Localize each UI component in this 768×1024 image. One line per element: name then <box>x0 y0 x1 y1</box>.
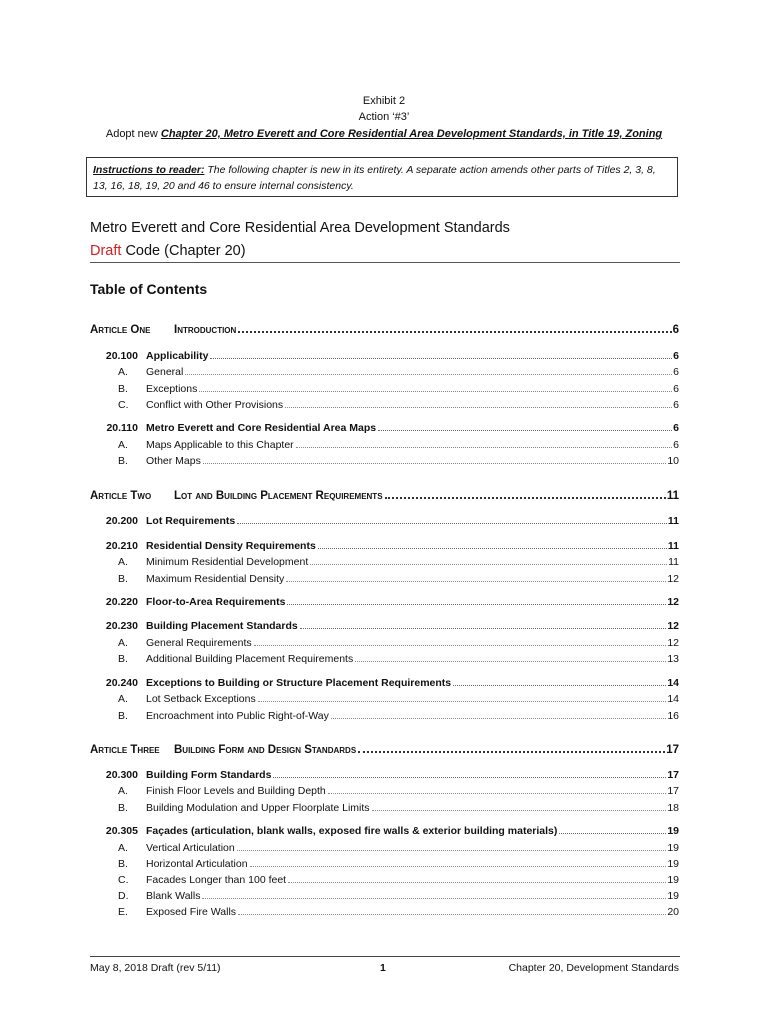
item-letter: A. <box>118 842 128 854</box>
section-number: 20.220 <box>105 596 138 608</box>
toc-article-one[interactable] <box>90 318 679 336</box>
section-title: Building Form Standards <box>146 769 272 781</box>
chapter-link[interactable]: Chapter 20, Metro Everett and Core Residential Area Development Standards, in Title 19, Zoning <box>160 128 663 140</box>
toc-item-20-100-a[interactable] <box>90 362 679 378</box>
dot-leader <box>250 865 667 867</box>
dot-leader <box>385 496 666 499</box>
item-title: Minimum Residential Development <box>146 556 309 568</box>
footer-chapter: Chapter 20, Development Standards <box>508 962 679 974</box>
dot-leader <box>202 897 666 899</box>
dot-leader <box>238 330 671 333</box>
toc-item-20-110-a[interactable] <box>90 435 679 451</box>
item-title: Encroachment into Public Right-of-Way <box>146 710 329 722</box>
page-number: 11 <box>667 515 679 527</box>
item-letter: A. <box>118 693 128 705</box>
page-number: 17 <box>666 744 679 756</box>
item-letter: B. <box>118 455 128 467</box>
item-title: Exposed Fire Walls <box>146 906 237 918</box>
dot-leader <box>210 357 672 359</box>
toc-article-three[interactable] <box>90 738 679 756</box>
item-letter: A. <box>118 366 128 378</box>
item-title: Other Maps <box>146 455 201 467</box>
page-number: 6 <box>672 324 679 336</box>
page-number: 14 <box>667 677 679 689</box>
toc-section-20-110[interactable] <box>90 418 679 434</box>
dot-leader <box>331 717 666 719</box>
page-number: 6 <box>673 383 679 395</box>
toc-item-20-305-c[interactable] <box>90 870 679 886</box>
article-number: Article Three <box>90 744 160 756</box>
page-number: 17 <box>667 769 679 781</box>
section-number: 20.200 <box>105 515 138 527</box>
item-letter: B. <box>118 573 128 585</box>
page-number: 20 <box>667 906 679 918</box>
page-number: 14 <box>667 693 679 705</box>
page-number: 19 <box>667 858 679 870</box>
item-letter: A. <box>118 785 128 797</box>
toc-item-20-240-b[interactable] <box>90 706 679 722</box>
dot-leader <box>238 913 666 915</box>
item-letter: B. <box>118 802 128 814</box>
page-number: 10 <box>667 455 679 467</box>
dot-leader <box>285 406 672 408</box>
page-number: 11 <box>666 490 679 502</box>
article-number: Article Two <box>90 490 152 502</box>
page-number: 19 <box>667 890 679 902</box>
toc-item-20-210-a[interactable] <box>90 552 679 568</box>
dot-leader <box>287 603 666 605</box>
dot-leader <box>328 792 667 794</box>
toc-item-20-210-b[interactable] <box>90 569 679 585</box>
toc-item-20-305-a[interactable] <box>90 838 679 854</box>
dot-leader <box>358 750 665 753</box>
toc-section-20-100[interactable] <box>90 346 679 362</box>
action-label: Action ‘#3’ <box>358 111 410 123</box>
document-title: Metro Everett and Core Residential Area Development Standards <box>90 220 510 236</box>
article-title: Introduction <box>174 324 237 336</box>
dot-leader <box>203 462 666 464</box>
section-title: Floor-to-Area Requirements <box>146 596 286 608</box>
toc-item-20-230-a[interactable] <box>90 633 679 649</box>
dot-leader <box>318 547 667 549</box>
dot-leader <box>199 390 672 392</box>
dot-leader <box>254 644 667 646</box>
toc-item-20-100-c[interactable] <box>90 395 679 411</box>
item-title: Exceptions <box>146 383 198 395</box>
toc-item-20-300-b[interactable] <box>90 798 679 814</box>
page-number: 19 <box>667 825 679 837</box>
section-number: 20.230 <box>105 620 138 632</box>
draft-word: Draft <box>90 243 122 259</box>
subtitle-rest: Code (Chapter 20) <box>121 243 246 259</box>
item-title: Conflict with Other Provisions <box>146 399 284 411</box>
page-number: 19 <box>667 874 679 886</box>
footer-divider <box>90 956 680 957</box>
toc-item-20-100-b[interactable] <box>90 379 679 395</box>
item-letter: E. <box>118 906 128 918</box>
item-letter: B. <box>118 383 128 395</box>
dot-leader <box>288 881 666 883</box>
toc-section-20-210[interactable] <box>90 536 679 552</box>
item-title: Facades Longer than 100 feet <box>146 874 287 886</box>
item-title: Blank Walls <box>146 890 201 902</box>
dot-leader <box>355 660 666 662</box>
item-title: General Requirements <box>146 637 252 649</box>
toc-article-two[interactable] <box>90 484 679 502</box>
item-letter: C. <box>118 874 129 886</box>
dot-leader <box>372 809 667 811</box>
page-number: 12 <box>667 596 679 608</box>
dot-leader <box>273 776 666 778</box>
toc-item-20-305-d[interactable] <box>90 886 679 902</box>
footer-page-number: 1 <box>380 962 386 974</box>
item-title: Horizontal Articulation <box>146 858 248 870</box>
exhibit-label: Exhibit 2 <box>362 95 406 107</box>
footer-date: May 8, 2018 Draft (rev 5/11) <box>90 962 221 974</box>
toc-item-20-110-b[interactable] <box>90 451 679 467</box>
item-title: Finish Floor Levels and Building Depth <box>146 785 326 797</box>
item-title: Maximum Residential Density <box>146 573 285 585</box>
instructions-label: Instructions to reader: <box>93 164 205 176</box>
dot-leader <box>300 627 667 629</box>
adopt-line <box>0 127 768 142</box>
item-title: Maps Applicable to this Chapter <box>146 439 294 451</box>
dot-leader <box>378 429 672 431</box>
item-title: Building Modulation and Upper Floorplate Limits <box>146 802 370 814</box>
section-number: 20.100 <box>105 350 138 362</box>
dot-leader <box>185 373 672 375</box>
dot-leader <box>453 684 666 686</box>
dot-leader <box>310 563 667 565</box>
toc-title: Table of Contents <box>90 281 208 297</box>
page-number: 11 <box>668 556 679 568</box>
toc-item-20-230-b[interactable] <box>90 649 679 665</box>
toc-section-20-230[interactable] <box>90 616 679 632</box>
page-number: 6 <box>673 366 679 378</box>
page-number: 6 <box>673 399 679 411</box>
page-number: 16 <box>667 710 679 722</box>
page-number: 12 <box>667 573 679 585</box>
item-title: Lot Setback Exceptions <box>146 693 256 705</box>
section-number: 20.305 <box>105 825 138 837</box>
toc-section-20-305[interactable] <box>90 821 679 837</box>
toc-section-20-220[interactable] <box>90 592 679 608</box>
page-number: 12 <box>667 620 679 632</box>
item-letter: C. <box>118 399 129 411</box>
section-title: Building Placement Standards <box>146 620 298 632</box>
page-number: 6 <box>673 439 679 451</box>
instructions-text: The following chapter is new in its entirety. A separate action amends other parts of Titles 2, 3, 8, 13, 16, 18, 19, 20 and 46 to ensure internal consistency. <box>93 164 656 192</box>
section-title: Façades (articulation, blank walls, exposed fire walls & exterior building materials) <box>146 825 558 837</box>
section-title: Exceptions to Building or Structure Placement Requirements <box>146 677 452 689</box>
page-number: 17 <box>667 785 679 797</box>
section-number: 20.110 <box>106 422 138 434</box>
toc-item-20-305-e[interactable] <box>90 902 679 918</box>
adopt-prefix: Adopt new <box>105 128 161 140</box>
dot-leader <box>559 832 666 834</box>
article-title: Lot and Building Placement Requirements <box>174 490 383 502</box>
page-number: 13 <box>667 653 679 665</box>
dot-leader <box>258 700 667 702</box>
dot-leader <box>237 522 667 524</box>
toc-section-20-240[interactable] <box>90 673 679 689</box>
article-title: Building Form and Design Standards <box>174 744 357 756</box>
section-number: 20.240 <box>105 677 138 689</box>
toc-item-20-300-a[interactable] <box>90 781 679 797</box>
item-letter: B. <box>118 710 128 722</box>
item-letter: D. <box>118 890 129 902</box>
item-title: General <box>146 366 184 378</box>
page-number: 6 <box>673 350 679 362</box>
section-title: Applicability <box>146 350 209 362</box>
item-letter: B. <box>118 858 128 870</box>
toc-section-20-200[interactable] <box>90 511 679 527</box>
document-subtitle <box>90 241 246 261</box>
item-title: Vertical Articulation <box>146 842 235 854</box>
item-letter: A. <box>118 637 128 649</box>
item-title: Additional Building Placement Requirements <box>146 653 354 665</box>
page-number: 11 <box>667 540 679 552</box>
dot-leader <box>237 849 667 851</box>
toc-section-20-300[interactable] <box>90 765 679 781</box>
section-title: Residential Density Requirements <box>146 540 316 552</box>
item-letter: A. <box>118 439 128 451</box>
title-divider <box>90 262 680 263</box>
item-letter: A. <box>118 556 128 568</box>
toc-item-20-305-b[interactable] <box>90 854 679 870</box>
page-number: 19 <box>667 842 679 854</box>
page-number: 6 <box>673 422 679 434</box>
page-number: 12 <box>667 637 679 649</box>
section-number: 20.300 <box>105 769 138 781</box>
section-title: Metro Everett and Core Residential Area Maps <box>146 422 377 434</box>
dot-leader <box>286 580 666 582</box>
toc-item-20-240-a[interactable] <box>90 689 679 705</box>
instructions-box <box>86 157 678 197</box>
section-title: Lot Requirements <box>146 515 236 527</box>
item-letter: B. <box>118 653 128 665</box>
article-number: Article One <box>90 324 151 336</box>
section-number: 20.210 <box>105 540 138 552</box>
page-number: 18 <box>667 802 679 814</box>
dot-leader <box>296 446 672 448</box>
